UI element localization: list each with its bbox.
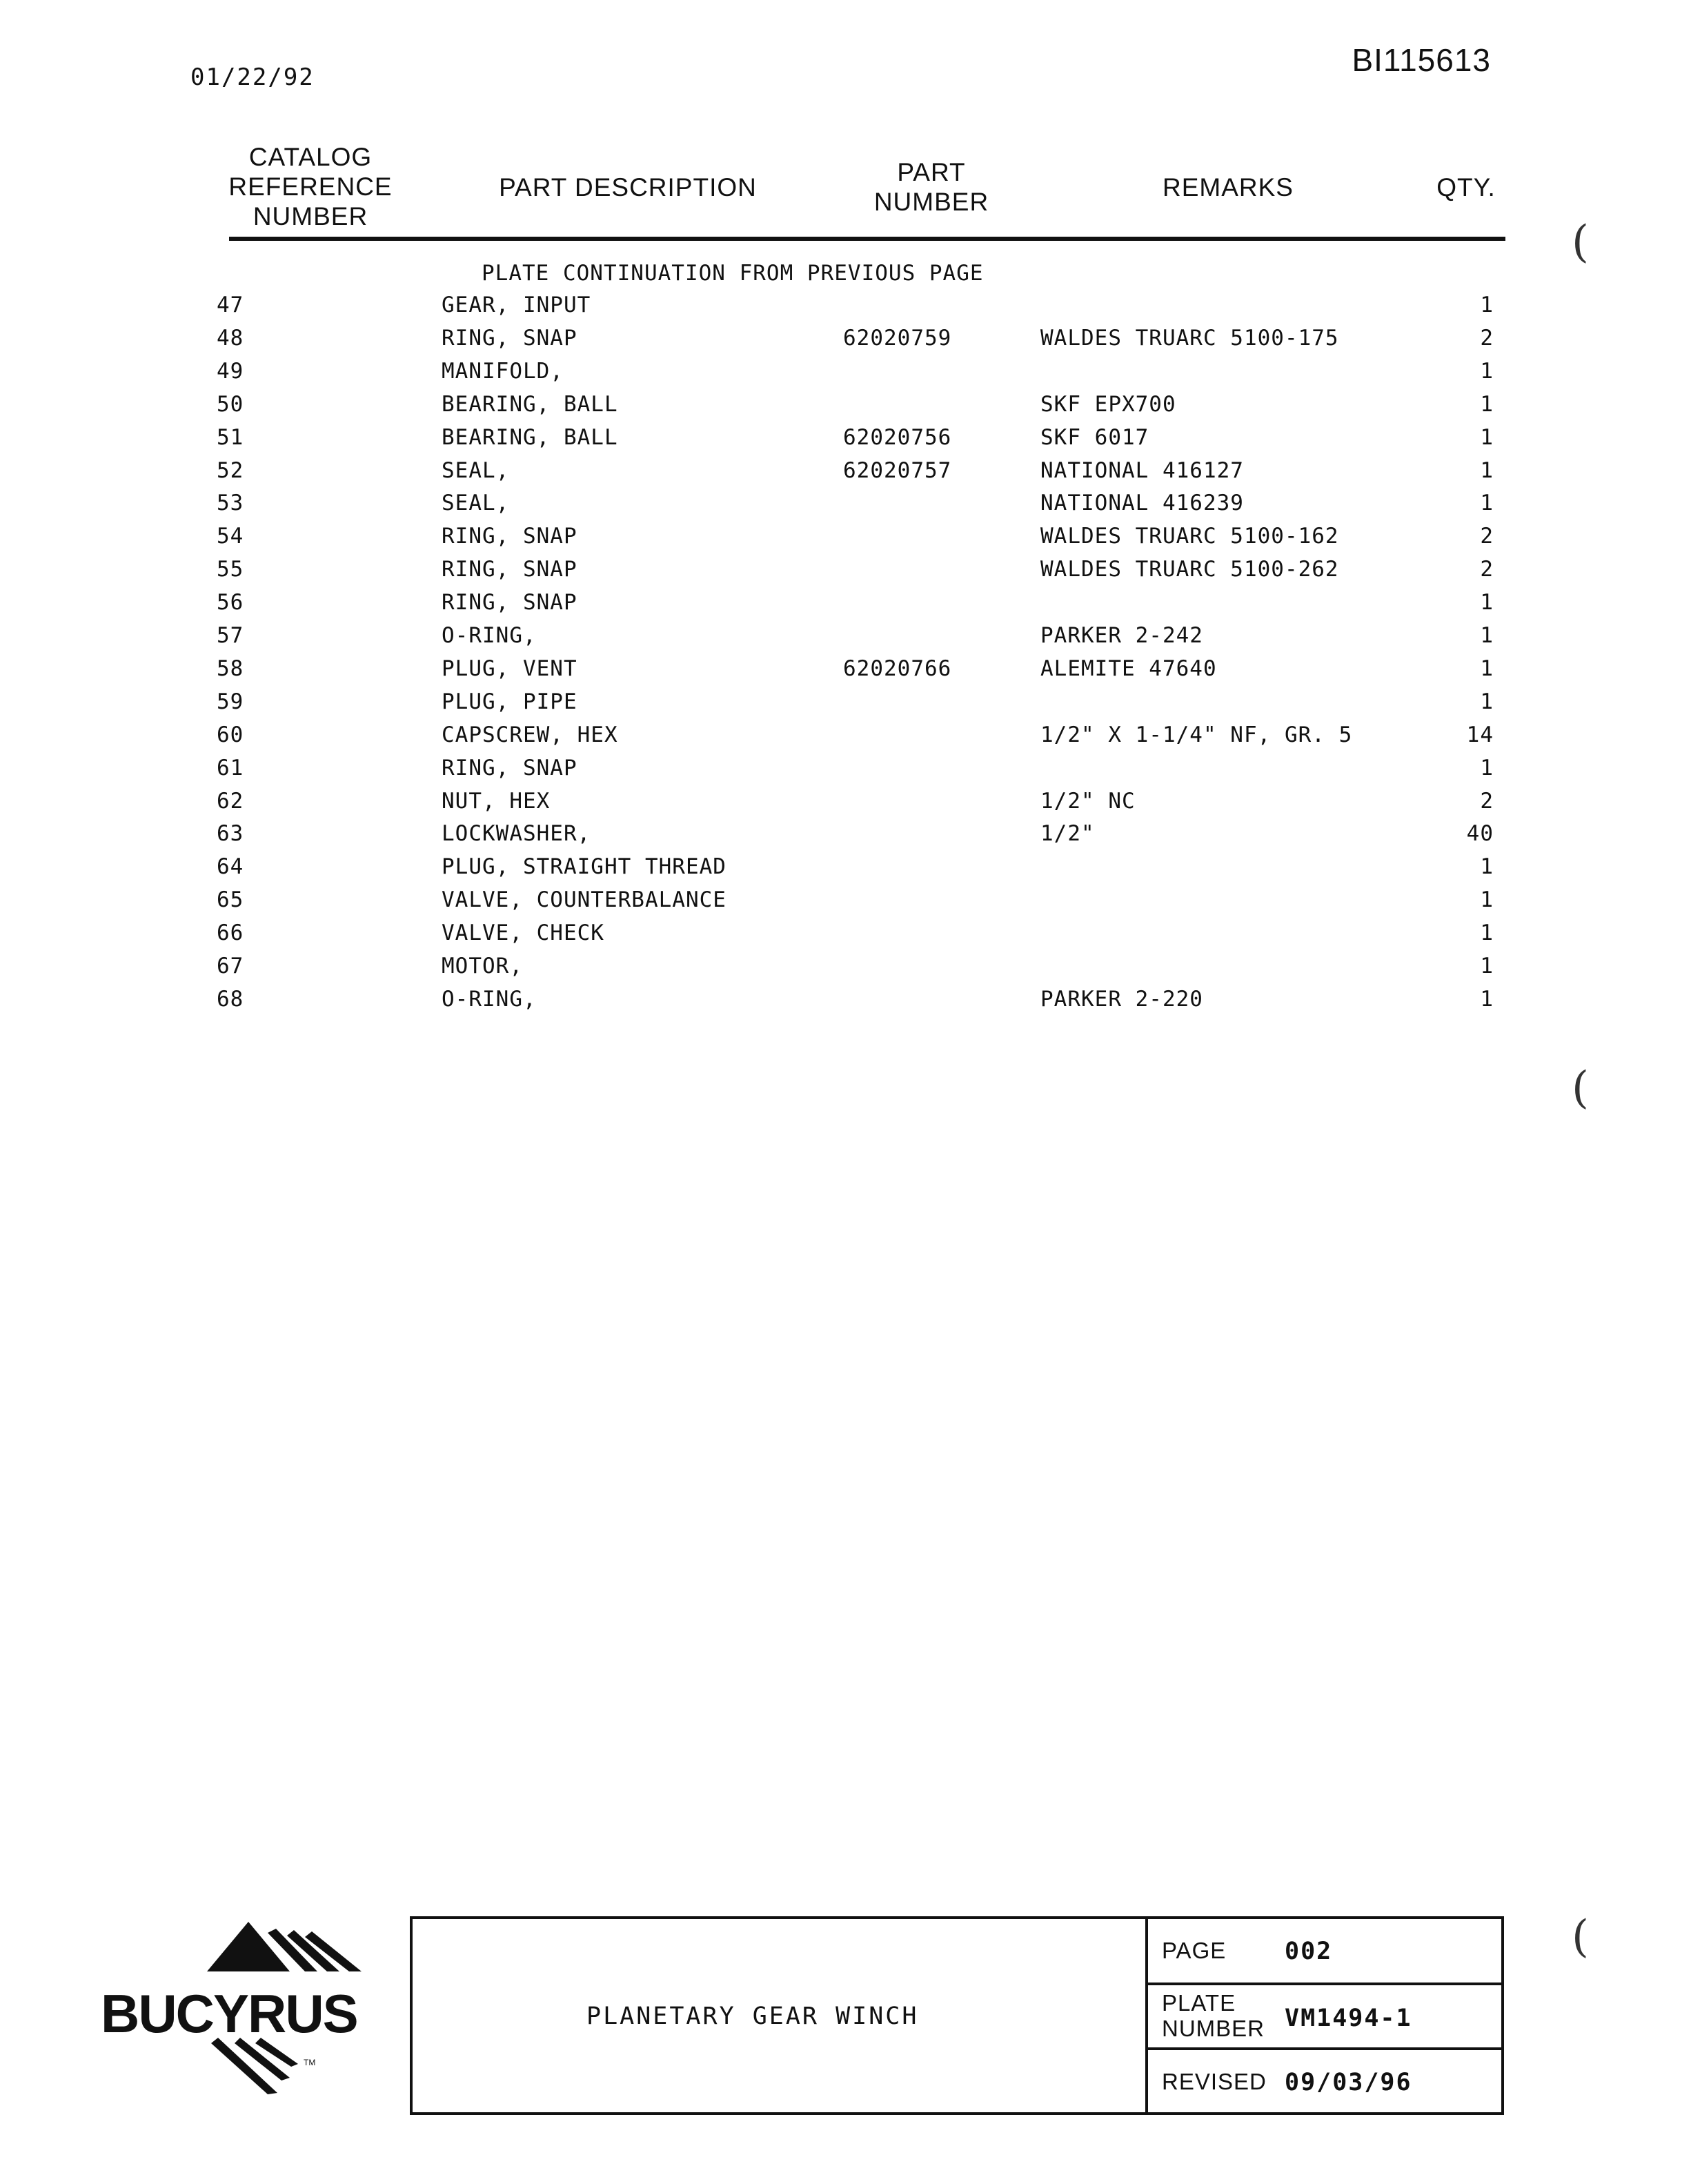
binder-hole-mark: ( [1572, 217, 1589, 268]
document-id: BI115613 [1352, 42, 1491, 78]
column-header-catalog-ref-line: NUMBER [253, 202, 368, 230]
part-number-cell: 62020759 [843, 326, 952, 351]
catalog-ref-cell: 50 [217, 392, 244, 417]
catalog-ref-cell: 53 [217, 491, 244, 515]
qty-cell: 2 [1480, 557, 1494, 582]
catalog-ref-cell: 47 [217, 293, 244, 317]
catalog-ref-cell: 58 [217, 656, 244, 681]
part-description-cell: GEAR, INPUT [442, 293, 591, 317]
qty-cell: 40 [1466, 821, 1494, 846]
part-description-cell: CAPSCREW, HEX [442, 722, 618, 747]
plate-number-label-line: NUMBER [1162, 2016, 1265, 2041]
plate-number-label [1162, 1990, 1265, 2041]
part-description-cell: SEAL, [442, 458, 510, 483]
catalog-ref-cell: 55 [217, 557, 244, 582]
print-date: 01/22/92 [190, 63, 315, 91]
qty-cell: 1 [1480, 623, 1494, 648]
qty-cell: 1 [1480, 854, 1494, 879]
remarks-cell: ALEMITE 47640 [1040, 656, 1217, 681]
remarks-cell: PARKER 2-220 [1040, 987, 1203, 1012]
table-row [0, 756, 1691, 789]
table-row [0, 921, 1691, 954]
table-row [0, 524, 1691, 557]
title-block-divider [1145, 2047, 1504, 2050]
catalog-ref-cell: 63 [217, 821, 244, 846]
part-description-cell: BEARING, BALL [442, 425, 618, 450]
part-description-cell: RING, SNAP [442, 756, 577, 780]
catalog-ref-cell: 52 [217, 458, 244, 483]
table-row [0, 392, 1691, 425]
catalog-ref-cell: 62 [217, 789, 244, 814]
part-description-cell: RING, SNAP [442, 557, 577, 582]
column-header-catalog-ref-line: CATALOG [248, 143, 373, 171]
table-row [0, 656, 1691, 689]
part-description-cell: PLUG, PIPE [442, 689, 577, 714]
remarks-cell: NATIONAL 416239 [1040, 491, 1244, 515]
table-row [0, 359, 1691, 392]
page-number: 002 [1285, 1938, 1333, 1965]
part-description-cell: SEAL, [442, 491, 510, 515]
column-header-qty: QTY. [1436, 173, 1496, 201]
qty-cell: 2 [1480, 789, 1494, 814]
qty-cell: 1 [1480, 656, 1494, 681]
part-description-cell: MOTOR, [442, 954, 523, 978]
table-row [0, 623, 1691, 656]
qty-cell: 1 [1480, 293, 1494, 317]
binder-hole-mark: ( [1572, 1911, 1589, 1962]
part-description-cell: RING, SNAP [442, 590, 577, 615]
qty-cell: 1 [1480, 689, 1494, 714]
qty-cell: 1 [1480, 590, 1494, 615]
qty-cell: 2 [1480, 524, 1494, 549]
qty-cell: 1 [1480, 887, 1494, 912]
title-block-divider [1145, 1916, 1148, 2115]
table-row [0, 491, 1691, 524]
part-description-cell: O-RING, [442, 623, 537, 648]
qty-cell: 1 [1480, 921, 1494, 945]
part-number-cell: 62020757 [843, 458, 952, 483]
table-row [0, 425, 1691, 458]
plate-number-label-line: PLATE [1162, 1990, 1236, 2016]
qty-cell: 1 [1480, 458, 1494, 483]
part-description-cell: PLUG, VENT [442, 656, 577, 681]
part-number-cell: 62020756 [843, 425, 952, 450]
part-description-cell: LOCKWASHER, [442, 821, 591, 846]
document-title: PLANETARY GEAR WINCH [586, 2003, 919, 2030]
remarks-cell: WALDES TRUARC 5100-162 [1040, 524, 1339, 549]
binder-hole-mark: ( [1572, 1063, 1589, 1114]
part-description-cell: VALVE, COUNTERBALANCE [442, 887, 726, 912]
column-header-part-number-line: PART [897, 158, 966, 186]
table-row [0, 293, 1691, 326]
remarks-cell: SKF EPX700 [1040, 392, 1176, 417]
catalog-ref-cell: 67 [217, 954, 244, 978]
part-description-cell: MANIFOLD, [442, 359, 564, 384]
part-description-cell: RING, SNAP [442, 326, 577, 351]
column-header-catalog-ref [221, 142, 400, 231]
table-row [0, 722, 1691, 756]
table-row [0, 954, 1691, 987]
page-label: PAGE [1162, 1938, 1227, 1963]
revised-label: REVISED [1162, 2069, 1267, 2094]
table-row [0, 557, 1691, 590]
title-block-divider [1145, 1983, 1504, 1985]
logo-trademark: TM [304, 2058, 316, 2067]
catalog-ref-cell: 49 [217, 359, 244, 384]
table-row [0, 887, 1691, 921]
column-header-part-number-line: NUMBER [873, 188, 989, 216]
column-header-part-description: PART DESCRIPTION [499, 173, 757, 201]
table-row [0, 458, 1691, 491]
part-description-cell: VALVE, CHECK [442, 921, 604, 945]
qty-cell: 1 [1480, 987, 1494, 1012]
table-row [0, 854, 1691, 887]
table-row [0, 821, 1691, 854]
table-row [0, 987, 1691, 1020]
catalog-ref-cell: 66 [217, 921, 244, 945]
plate-number: VM1494-1 [1285, 2005, 1412, 2032]
qty-cell: 1 [1480, 425, 1494, 450]
remarks-cell: 1/2" NC [1040, 789, 1136, 814]
qty-cell: 1 [1480, 954, 1494, 978]
remarks-cell: PARKER 2-242 [1040, 623, 1203, 648]
column-header-catalog-ref-line: REFERENCE [228, 173, 393, 201]
catalog-ref-cell: 48 [217, 326, 244, 351]
qty-cell: 1 [1480, 491, 1494, 515]
catalog-ref-cell: 64 [217, 854, 244, 879]
qty-cell: 1 [1480, 392, 1494, 417]
catalog-ref-cell: 59 [217, 689, 244, 714]
catalog-ref-cell: 60 [217, 722, 244, 747]
qty-cell: 1 [1480, 756, 1494, 780]
part-description-cell: BEARING, BALL [442, 392, 618, 417]
catalog-ref-cell: 65 [217, 887, 244, 912]
column-header-remarks: REMARKS [1163, 173, 1294, 201]
catalog-ref-cell: 51 [217, 425, 244, 450]
column-header-part-number [835, 157, 1028, 217]
remarks-cell: NATIONAL 416127 [1040, 458, 1244, 483]
catalog-ref-cell: 54 [217, 524, 244, 549]
table-row [0, 789, 1691, 822]
part-number-cell: 62020766 [843, 656, 952, 681]
revised-date: 09/03/96 [1285, 2069, 1412, 2096]
table-row [0, 590, 1691, 623]
catalog-ref-cell: 68 [217, 987, 244, 1012]
catalog-ref-cell: 57 [217, 623, 244, 648]
qty-cell: 14 [1466, 722, 1494, 747]
qty-cell: 2 [1480, 326, 1494, 351]
part-description-cell: NUT, HEX [442, 789, 551, 814]
table-row [0, 689, 1691, 722]
remarks-cell: 1/2" X 1-1/4" NF, GR. 5 [1040, 722, 1353, 747]
remarks-cell: WALDES TRUARC 5100-262 [1040, 557, 1339, 582]
part-description-cell: PLUG, STRAIGHT THREAD [442, 854, 726, 879]
qty-cell: 1 [1480, 359, 1494, 384]
header-rule [229, 237, 1505, 241]
catalog-ref-cell: 56 [217, 590, 244, 615]
remarks-cell: SKF 6017 [1040, 425, 1149, 450]
remarks-cell: 1/2" [1040, 821, 1095, 846]
continuation-note: PLATE CONTINUATION FROM PREVIOUS PAGE [482, 261, 984, 286]
table-row [0, 326, 1691, 359]
catalog-ref-cell: 61 [217, 756, 244, 780]
part-description-cell: O-RING, [442, 987, 537, 1012]
remarks-cell: WALDES TRUARC 5100-175 [1040, 326, 1339, 351]
logo-wordmark: BUCYRUS [101, 1983, 357, 2044]
part-description-cell: RING, SNAP [442, 524, 577, 549]
